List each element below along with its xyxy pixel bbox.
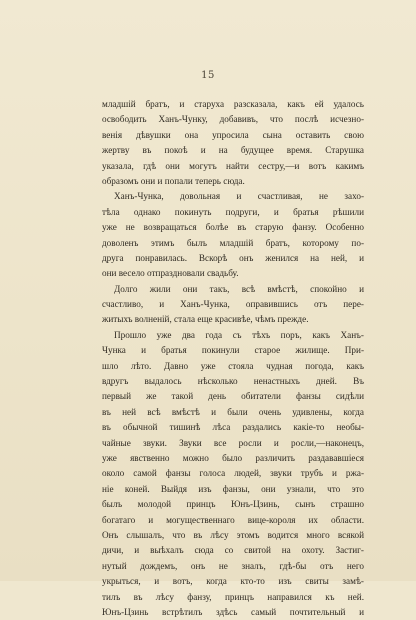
text-line: въ ней всѣ вмѣстѣ и были очень удивлены, когда — [102, 406, 364, 417]
text-line: уже явственно можно было различить раздававшіеся — [102, 452, 364, 463]
text-line: около самой фанзы голоса людей, звуки трубъ и ржа- — [102, 468, 364, 479]
paragraph-start-line: Ханъ-Чунка, довольная и счастливая, не захо- — [114, 191, 364, 202]
text-line: венія дѣвушки она упросила сына оставить свою — [102, 129, 364, 140]
text-line: ніе коней. Выйдя изъ фанзы, они узнали, что это — [102, 483, 364, 494]
text-line: тѣла однако покинуть подруги, и братья рѣшили — [102, 206, 364, 217]
text-line: вдругъ выдалось нѣсколько ненастныхъ дней. Въ — [102, 376, 364, 387]
text-line: образомъ они и попали теперь сюда. — [102, 175, 245, 186]
text-line: житыхъ волненій, стала еще красивѣе, чѣмъ прежде. — [102, 314, 309, 325]
text-line: первый же такой день обитатели фанзы сидѣли — [102, 391, 364, 402]
paragraph-start-line: Прошло уже два года съ тѣхъ поръ, какъ Ханъ- — [114, 329, 364, 340]
text-line: счастливо, и Ханъ-Чунка, оправившись отъ пере- — [102, 299, 364, 310]
text-line: шло лѣто. Давно уже стояла чудная погода, какъ — [102, 360, 364, 371]
text-line: чайные звуки. Звуки все росли и росли,—наконецъ, — [102, 437, 364, 448]
page-number: 15 — [201, 70, 215, 81]
text-line: освободить Ханъ-Чунку, добавивъ, что послѣ исчезно- — [102, 114, 364, 125]
text-line: Онъ слышалъ, что въ лѣсу этомъ водится много всякой — [102, 529, 364, 540]
text-line: жертву въ покоѣ и на будущее время. Старушка — [102, 145, 364, 156]
text-line: младшій братъ, и старуха разсказала, какъ ей удалось — [102, 99, 364, 109]
text-line: въ обычной тишинѣ лѣса раздались какіе-то необы- — [102, 422, 364, 433]
text-line: укрыться, и вотъ, когда кто-то изъ свиты замѣ- — [102, 576, 364, 587]
text-line: Юнъ-Цзинь встрѣтилъ здѣсь самый почтительный и — [102, 606, 364, 617]
text-line: тилъ въ лѣсу фанзу, принцъ направился къ ней. — [102, 591, 364, 602]
text-line: уже не возвращаться болѣе въ старую фанзу. Особенно — [102, 222, 364, 233]
text-line: дичи, и выѣхалъ сюда со свитой на охоту. Застиг- — [102, 545, 364, 556]
text-line: указала, гдѣ они могутъ найти сестру,—и вотъ какимъ — [102, 160, 364, 171]
text-line: богатаго и могущественнаго вице-короля их области. — [102, 514, 364, 525]
text-line: они весело отпраздновали свадьбу. — [102, 268, 239, 279]
text-line: доволенъ этимъ былъ младшій братъ, которому по- — [102, 237, 364, 248]
text-line: былъ молодой принцъ Юнъ-Цзинь, сынъ страшно — [102, 499, 364, 510]
text-line: Чунка и братья покинули старое жилище. При- — [102, 345, 364, 356]
text-line: друга понравилась. Вскорѣ онъ женился на ней, и — [102, 252, 364, 263]
paragraph-start-line: Долго жили они такъ, всѣ вмѣстѣ, спокойно и — [114, 283, 364, 294]
text-line: нутый дождемъ, онъ не зналъ, гдѣ-бы отъ него — [102, 560, 364, 571]
text-block — [102, 97, 364, 620]
